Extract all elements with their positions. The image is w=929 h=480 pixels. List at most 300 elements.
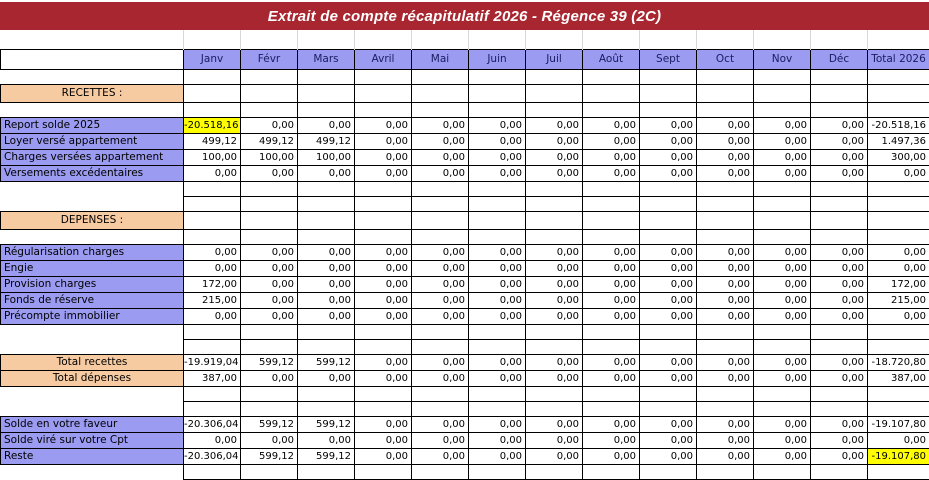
empty-cell[interactable]	[754, 402, 811, 417]
cell[interactable]: 0,00	[412, 371, 469, 387]
cell[interactable]: 0,00	[697, 371, 754, 387]
empty-cell[interactable]	[640, 182, 697, 197]
cell[interactable]: 0,00	[526, 355, 583, 371]
cell[interactable]: 0,00	[640, 134, 697, 150]
cell[interactable]: 0,00	[526, 150, 583, 166]
cell[interactable]: 0,00	[355, 309, 412, 325]
empty-cell[interactable]	[412, 103, 469, 118]
empty-cell[interactable]	[1, 30, 184, 50]
empty-cell[interactable]	[355, 30, 412, 50]
empty-cell[interactable]	[811, 85, 868, 103]
empty-cell[interactable]	[811, 465, 868, 480]
empty-cell[interactable]	[697, 30, 754, 50]
cell[interactable]: 0,00	[469, 134, 526, 150]
cell[interactable]: 0,00	[697, 417, 754, 433]
empty-cell[interactable]	[241, 85, 298, 103]
cell[interactable]: 0,00	[469, 417, 526, 433]
cell[interactable]: 0,00	[412, 134, 469, 150]
cell[interactable]: 0,00	[697, 134, 754, 150]
empty-cell[interactable]	[184, 465, 241, 480]
cell[interactable]: 0,00	[412, 417, 469, 433]
cell[interactable]: 0,00	[640, 245, 697, 261]
empty-cell[interactable]	[811, 182, 868, 197]
empty-cell[interactable]	[412, 230, 469, 245]
cell[interactable]: 499,12	[298, 134, 355, 150]
empty-cell[interactable]	[640, 197, 697, 212]
empty-cell[interactable]	[754, 387, 811, 402]
cell[interactable]: 0,00	[298, 245, 355, 261]
column-header[interactable]: Juin	[469, 50, 526, 70]
empty-cell[interactable]	[640, 325, 697, 340]
cell[interactable]: 0,00	[241, 433, 298, 449]
cell[interactable]: 0,00	[811, 166, 868, 182]
empty-cell[interactable]	[754, 103, 811, 118]
empty-cell[interactable]	[298, 182, 355, 197]
empty-cell[interactable]	[754, 465, 811, 480]
section-label[interactable]: RECETTES :	[1, 85, 184, 103]
empty-cell[interactable]	[868, 325, 929, 340]
cell[interactable]: 0,00	[754, 293, 811, 309]
column-header[interactable]: Févr	[241, 50, 298, 70]
cell[interactable]: 0,00	[754, 277, 811, 293]
cell[interactable]: 0,00	[184, 309, 241, 325]
cell[interactable]: 0,00	[526, 293, 583, 309]
cell[interactable]: 0,00	[355, 433, 412, 449]
empty-cell[interactable]	[184, 340, 241, 355]
cell[interactable]: 0,00	[697, 150, 754, 166]
cell[interactable]: 599,12	[241, 417, 298, 433]
empty-cell[interactable]	[583, 230, 640, 245]
empty-cell[interactable]	[412, 212, 469, 230]
cell[interactable]: 0,00	[697, 309, 754, 325]
empty-cell[interactable]	[868, 387, 929, 402]
row-label[interactable]: Précompte immobilier	[1, 309, 184, 325]
empty-cell[interactable]	[526, 465, 583, 480]
cell[interactable]: 0,00	[754, 355, 811, 371]
cell[interactable]: 0,00	[868, 261, 929, 277]
empty-cell[interactable]	[184, 182, 241, 197]
empty-cell[interactable]	[811, 340, 868, 355]
empty-cell[interactable]	[355, 465, 412, 480]
cell[interactable]: 215,00	[868, 293, 929, 309]
row-label[interactable]: Total dépenses	[1, 371, 184, 387]
cell[interactable]: -19.107,80	[868, 417, 929, 433]
cell[interactable]: 0,00	[184, 245, 241, 261]
cell[interactable]: 0,00	[811, 150, 868, 166]
cell[interactable]: 0,00	[526, 417, 583, 433]
highlighted-cell[interactable]: -19.107,80	[868, 449, 929, 465]
empty-cell[interactable]	[526, 182, 583, 197]
cell[interactable]: 0,00	[526, 245, 583, 261]
cell[interactable]: 100,00	[184, 150, 241, 166]
empty-cell[interactable]	[640, 212, 697, 230]
empty-cell[interactable]	[754, 197, 811, 212]
empty-cell[interactable]	[754, 182, 811, 197]
empty-cell[interactable]	[355, 402, 412, 417]
row-label[interactable]: Total recettes	[1, 355, 184, 371]
empty-cell[interactable]	[640, 70, 697, 85]
empty-cell[interactable]	[355, 340, 412, 355]
cell[interactable]: 0,00	[754, 150, 811, 166]
empty-cell[interactable]	[469, 465, 526, 480]
cell[interactable]: 0,00	[355, 245, 412, 261]
empty-cell[interactable]	[583, 103, 640, 118]
row-label[interactable]: Charges versées appartement	[1, 150, 184, 166]
empty-cell[interactable]	[241, 325, 298, 340]
empty-cell[interactable]	[868, 402, 929, 417]
cell[interactable]: 0,00	[298, 433, 355, 449]
cell[interactable]: 0,00	[583, 118, 640, 134]
empty-cell[interactable]	[184, 197, 241, 212]
empty-cell[interactable]	[184, 212, 241, 230]
cell[interactable]: 0,00	[526, 449, 583, 465]
cell[interactable]: 0,00	[640, 118, 697, 134]
column-header[interactable]: Mai	[412, 50, 469, 70]
empty-cell[interactable]	[868, 197, 929, 212]
empty-cell[interactable]	[469, 402, 526, 417]
empty-cell[interactable]	[868, 212, 929, 230]
cell[interactable]: 300,00	[868, 150, 929, 166]
empty-cell[interactable]	[640, 465, 697, 480]
cell[interactable]: 0,00	[640, 277, 697, 293]
empty-cell[interactable]	[412, 30, 469, 50]
empty-cell[interactable]	[298, 340, 355, 355]
cell[interactable]: 100,00	[241, 150, 298, 166]
empty-cell[interactable]	[469, 103, 526, 118]
empty-cell[interactable]	[754, 30, 811, 50]
cell[interactable]: 0,00	[583, 417, 640, 433]
cell[interactable]: 0,00	[469, 150, 526, 166]
empty-cell[interactable]	[640, 85, 697, 103]
cell[interactable]: 0,00	[697, 166, 754, 182]
cell[interactable]: 0,00	[355, 371, 412, 387]
cell[interactable]: 172,00	[868, 277, 929, 293]
cell[interactable]: 0,00	[469, 433, 526, 449]
cell[interactable]: 0,00	[640, 417, 697, 433]
row-label[interactable]: Engie	[1, 261, 184, 277]
empty-cell[interactable]	[811, 70, 868, 85]
cell[interactable]: 100,00	[298, 150, 355, 166]
cell[interactable]: 0,00	[355, 417, 412, 433]
cell[interactable]: 0,00	[811, 118, 868, 134]
cell[interactable]: 0,00	[697, 449, 754, 465]
empty-cell[interactable]	[697, 85, 754, 103]
row-label[interactable]: Report solde 2025	[1, 118, 184, 134]
empty-cell[interactable]	[241, 70, 298, 85]
cell[interactable]: 0,00	[184, 433, 241, 449]
cell[interactable]: 0,00	[526, 277, 583, 293]
empty-cell[interactable]	[412, 182, 469, 197]
cell[interactable]: 0,00	[355, 449, 412, 465]
cell[interactable]: 0,00	[412, 118, 469, 134]
empty-cell[interactable]	[697, 197, 754, 212]
cell[interactable]: 0,00	[241, 166, 298, 182]
empty-cell[interactable]	[184, 230, 241, 245]
cell[interactable]: 0,00	[355, 166, 412, 182]
column-header[interactable]: Oct	[697, 50, 754, 70]
empty-cell[interactable]	[583, 387, 640, 402]
empty-cell[interactable]	[355, 325, 412, 340]
empty-cell[interactable]	[1, 182, 184, 197]
empty-cell[interactable]	[469, 182, 526, 197]
cell[interactable]: 0,00	[811, 355, 868, 371]
empty-cell[interactable]	[526, 85, 583, 103]
empty-cell[interactable]	[412, 85, 469, 103]
empty-cell[interactable]	[640, 340, 697, 355]
empty-cell[interactable]	[754, 340, 811, 355]
cell[interactable]: 0,00	[640, 166, 697, 182]
cell[interactable]: 0,00	[298, 166, 355, 182]
column-header[interactable]: Août	[583, 50, 640, 70]
cell[interactable]: 0,00	[469, 371, 526, 387]
empty-cell[interactable]	[241, 230, 298, 245]
empty-cell[interactable]	[298, 325, 355, 340]
cell[interactable]: 0,00	[754, 166, 811, 182]
cell[interactable]: 0,00	[697, 118, 754, 134]
empty-cell[interactable]	[526, 325, 583, 340]
empty-cell[interactable]	[469, 230, 526, 245]
empty-cell[interactable]	[298, 30, 355, 50]
empty-cell[interactable]	[184, 402, 241, 417]
cell[interactable]: 0,00	[583, 245, 640, 261]
cell[interactable]: 0,00	[526, 261, 583, 277]
row-label[interactable]: Fonds de réserve	[1, 293, 184, 309]
empty-cell[interactable]	[811, 230, 868, 245]
empty-cell[interactable]	[697, 212, 754, 230]
empty-cell[interactable]	[868, 465, 929, 480]
cell[interactable]: 0,00	[298, 371, 355, 387]
cell[interactable]: 599,12	[298, 417, 355, 433]
cell[interactable]: 0,00	[412, 166, 469, 182]
empty-cell[interactable]	[469, 340, 526, 355]
empty-cell[interactable]	[640, 103, 697, 118]
empty-cell[interactable]	[298, 103, 355, 118]
empty-cell[interactable]	[1, 197, 184, 212]
empty-cell[interactable]	[412, 465, 469, 480]
empty-cell[interactable]	[1, 402, 184, 417]
cell[interactable]: 0,00	[640, 433, 697, 449]
cell[interactable]: 0,00	[640, 309, 697, 325]
cell[interactable]: 0,00	[640, 150, 697, 166]
cell[interactable]: 0,00	[640, 371, 697, 387]
cell[interactable]: 0,00	[526, 118, 583, 134]
cell[interactable]: -20.306,04	[184, 449, 241, 465]
empty-cell[interactable]	[1, 325, 184, 340]
cell[interactable]: 0,00	[868, 433, 929, 449]
cell[interactable]: 0,00	[754, 371, 811, 387]
column-header[interactable]: Juil	[526, 50, 583, 70]
empty-cell[interactable]	[697, 465, 754, 480]
cell[interactable]: 0,00	[412, 433, 469, 449]
cell[interactable]: 0,00	[811, 371, 868, 387]
empty-cell[interactable]	[697, 103, 754, 118]
empty-cell[interactable]	[412, 340, 469, 355]
empty-cell[interactable]	[697, 230, 754, 245]
empty-cell[interactable]	[184, 325, 241, 340]
empty-cell[interactable]	[355, 230, 412, 245]
cell[interactable]: 0,00	[526, 166, 583, 182]
section-label[interactable]: DEPENSES :	[1, 212, 184, 230]
empty-cell[interactable]	[298, 212, 355, 230]
empty-cell[interactable]	[298, 70, 355, 85]
empty-cell[interactable]	[583, 212, 640, 230]
cell[interactable]: 172,00	[184, 277, 241, 293]
cell[interactable]: 0,00	[526, 371, 583, 387]
empty-cell[interactable]	[355, 182, 412, 197]
cell[interactable]: 599,12	[298, 355, 355, 371]
cell[interactable]: 499,12	[241, 134, 298, 150]
empty-cell[interactable]	[241, 465, 298, 480]
cell[interactable]: 0,00	[469, 293, 526, 309]
cell[interactable]: 0,00	[469, 355, 526, 371]
cell[interactable]: 0,00	[355, 118, 412, 134]
cell[interactable]: 387,00	[868, 371, 929, 387]
empty-cell[interactable]	[241, 402, 298, 417]
empty-cell[interactable]	[469, 325, 526, 340]
empty-cell[interactable]	[241, 387, 298, 402]
empty-cell[interactable]	[412, 387, 469, 402]
empty-cell[interactable]	[526, 103, 583, 118]
empty-cell[interactable]	[355, 70, 412, 85]
column-header[interactable]: Mars	[298, 50, 355, 70]
cell[interactable]: 499,12	[184, 134, 241, 150]
empty-cell[interactable]	[355, 85, 412, 103]
cell[interactable]: 599,12	[241, 355, 298, 371]
empty-cell[interactable]	[811, 387, 868, 402]
empty-cell[interactable]	[469, 387, 526, 402]
cell[interactable]: 0,00	[583, 134, 640, 150]
cell[interactable]: 0,00	[868, 245, 929, 261]
empty-cell[interactable]	[1, 465, 184, 480]
cell[interactable]: -18.720,80	[868, 355, 929, 371]
empty-cell[interactable]	[583, 340, 640, 355]
empty-cell[interactable]	[241, 182, 298, 197]
cell[interactable]: 599,12	[298, 449, 355, 465]
empty-cell[interactable]	[697, 387, 754, 402]
cell[interactable]: 0,00	[355, 261, 412, 277]
empty-cell[interactable]	[526, 197, 583, 212]
highlighted-cell[interactable]: -20.518,16	[184, 118, 241, 134]
corner-cell[interactable]	[1, 50, 184, 70]
cell[interactable]: 0,00	[583, 277, 640, 293]
cell[interactable]: 0,00	[811, 277, 868, 293]
cell[interactable]: 0,00	[697, 277, 754, 293]
empty-cell[interactable]	[526, 30, 583, 50]
empty-cell[interactable]	[469, 85, 526, 103]
cell[interactable]: 0,00	[583, 261, 640, 277]
row-label[interactable]: Reste	[1, 449, 184, 465]
empty-cell[interactable]	[583, 70, 640, 85]
cell[interactable]: 0,00	[754, 261, 811, 277]
cell[interactable]: 387,00	[184, 371, 241, 387]
cell[interactable]: 0,00	[184, 166, 241, 182]
column-header[interactable]: Total 2026	[868, 50, 929, 70]
cell[interactable]: -19.919,04	[184, 355, 241, 371]
empty-cell[interactable]	[811, 103, 868, 118]
cell[interactable]: -20.306,04	[184, 417, 241, 433]
empty-cell[interactable]	[640, 387, 697, 402]
cell[interactable]: 0,00	[469, 118, 526, 134]
cell[interactable]: 0,00	[583, 355, 640, 371]
empty-cell[interactable]	[583, 197, 640, 212]
empty-cell[interactable]	[697, 325, 754, 340]
empty-cell[interactable]	[868, 230, 929, 245]
cell[interactable]: 0,00	[412, 355, 469, 371]
empty-cell[interactable]	[298, 465, 355, 480]
cell[interactable]: 0,00	[811, 293, 868, 309]
empty-cell[interactable]	[526, 387, 583, 402]
cell[interactable]: 0,00	[811, 417, 868, 433]
cell[interactable]: 0,00	[412, 277, 469, 293]
empty-cell[interactable]	[868, 85, 929, 103]
empty-cell[interactable]	[184, 85, 241, 103]
cell[interactable]: 0,00	[868, 309, 929, 325]
empty-cell[interactable]	[811, 30, 868, 50]
cell[interactable]: 0,00	[754, 118, 811, 134]
empty-cell[interactable]	[868, 340, 929, 355]
cell[interactable]: 0,00	[469, 245, 526, 261]
empty-cell[interactable]	[697, 340, 754, 355]
empty-cell[interactable]	[412, 70, 469, 85]
empty-cell[interactable]	[868, 103, 929, 118]
cell[interactable]: 0,00	[184, 261, 241, 277]
column-header[interactable]: Avril	[355, 50, 412, 70]
empty-cell[interactable]	[469, 30, 526, 50]
cell[interactable]: 0,00	[355, 277, 412, 293]
cell[interactable]: 215,00	[184, 293, 241, 309]
empty-cell[interactable]	[640, 30, 697, 50]
cell[interactable]: 0,00	[583, 309, 640, 325]
cell[interactable]: 0,00	[298, 277, 355, 293]
empty-cell[interactable]	[469, 212, 526, 230]
empty-cell[interactable]	[754, 230, 811, 245]
cell[interactable]: 0,00	[754, 245, 811, 261]
empty-cell[interactable]	[526, 230, 583, 245]
empty-cell[interactable]	[640, 230, 697, 245]
empty-cell[interactable]	[184, 30, 241, 50]
empty-cell[interactable]	[697, 182, 754, 197]
row-label[interactable]: Solde en votre faveur	[1, 417, 184, 433]
cell[interactable]: 0,00	[754, 433, 811, 449]
cell[interactable]: 0,00	[241, 371, 298, 387]
cell[interactable]: 0,00	[412, 309, 469, 325]
row-label[interactable]: Loyer versé appartement	[1, 134, 184, 150]
empty-cell[interactable]	[469, 197, 526, 212]
cell[interactable]: 1.497,36	[868, 134, 929, 150]
cell[interactable]: 0,00	[355, 293, 412, 309]
empty-cell[interactable]	[241, 212, 298, 230]
cell[interactable]: 0,00	[697, 261, 754, 277]
cell[interactable]: 0,00	[697, 245, 754, 261]
empty-cell[interactable]	[469, 70, 526, 85]
cell[interactable]: 0,00	[241, 293, 298, 309]
empty-cell[interactable]	[811, 197, 868, 212]
cell[interactable]: 0,00	[298, 118, 355, 134]
cell[interactable]: 0,00	[811, 261, 868, 277]
empty-cell[interactable]	[241, 103, 298, 118]
empty-cell[interactable]	[298, 230, 355, 245]
empty-cell[interactable]	[640, 402, 697, 417]
empty-cell[interactable]	[811, 325, 868, 340]
empty-cell[interactable]	[526, 402, 583, 417]
column-header[interactable]: Nov	[754, 50, 811, 70]
row-label[interactable]: Provision charges	[1, 277, 184, 293]
cell[interactable]: 0,00	[754, 417, 811, 433]
empty-cell[interactable]	[241, 30, 298, 50]
empty-cell[interactable]	[412, 197, 469, 212]
cell[interactable]: 0,00	[868, 166, 929, 182]
cell[interactable]: 0,00	[640, 449, 697, 465]
